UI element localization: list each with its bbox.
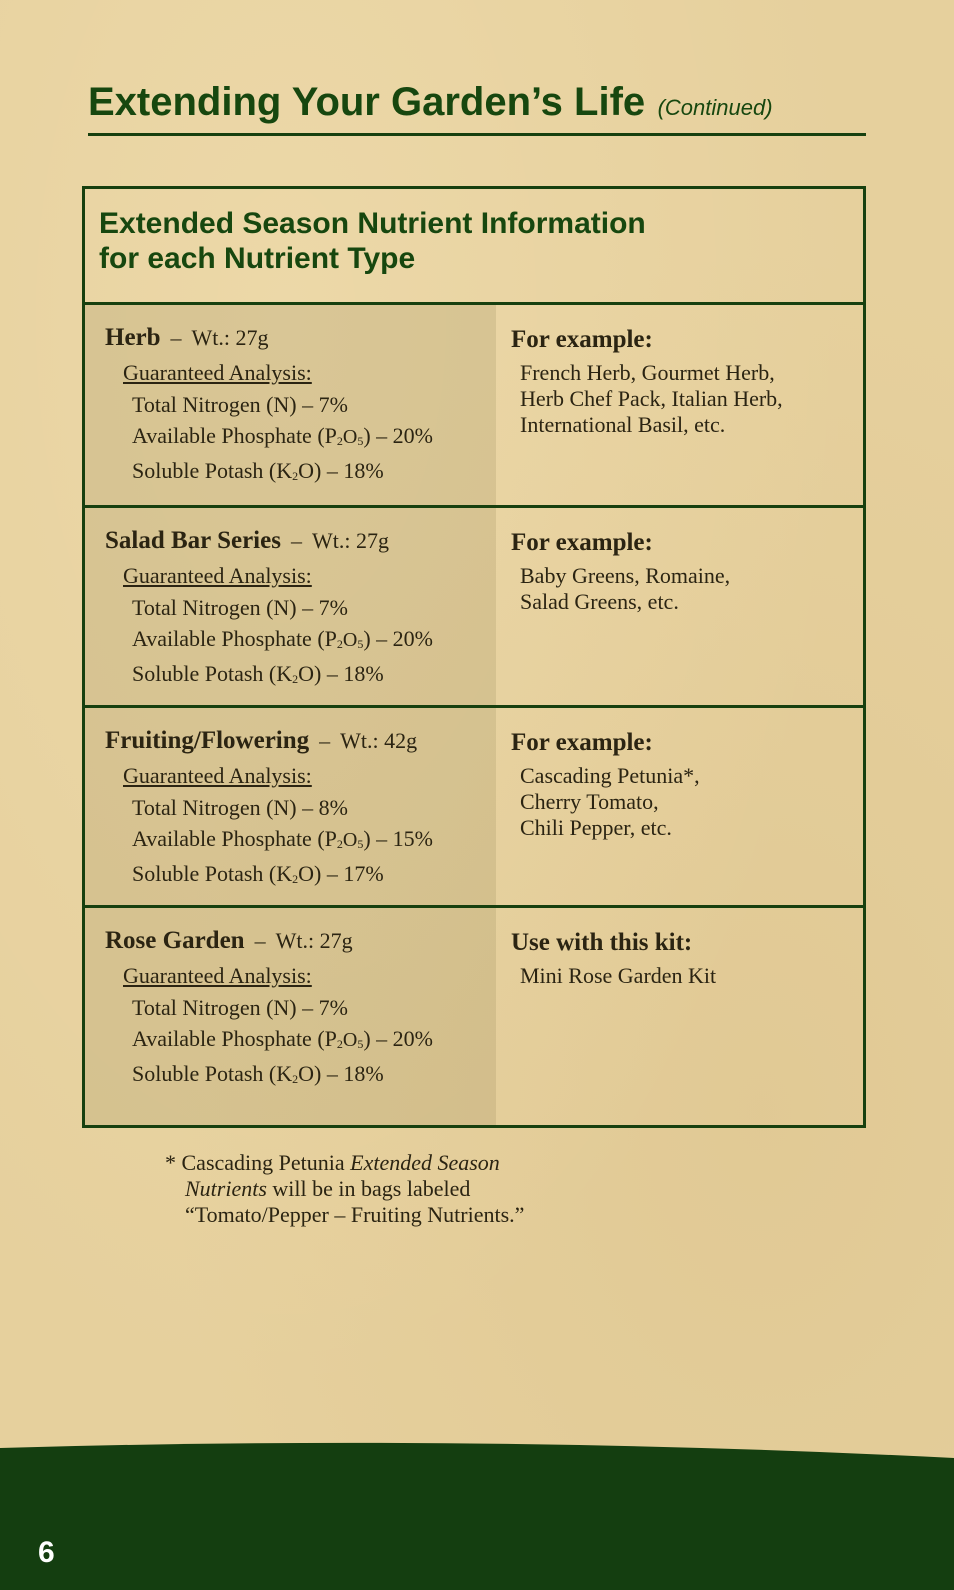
example-item: Baby Greens, Romaine, (520, 563, 731, 588)
nutrient-type-line (105, 323, 496, 353)
nutrient-info-table (82, 186, 866, 1128)
potash-suffix: O) – 17% (298, 861, 384, 886)
dash-separator: – (254, 928, 266, 953)
phosphate-prefix: Available Phosphate (P (132, 423, 337, 448)
phosphate-suffix: ) – 20% (363, 1026, 433, 1051)
phosphate-suffix: ) – 15% (363, 826, 433, 851)
page-title (88, 80, 866, 136)
subscript-2: 2 (336, 434, 343, 448)
potash-suffix: O) – 18% (298, 661, 384, 686)
nitrogen-line: Total Nitrogen (N) – 8% (132, 795, 348, 820)
phosphate-line (132, 1023, 496, 1058)
nutrient-weight: Wt.: 27g (191, 325, 269, 350)
nutrient-row-salad-bar (85, 508, 863, 708)
nutrient-table-title-line-1: Extended Season Nutrient Information (99, 207, 646, 240)
petunia-footnote (165, 1150, 524, 1228)
nutrient-analysis-cell (85, 508, 496, 705)
example-item: International Basil, etc. (520, 412, 726, 437)
example-label: Use with this kit: (511, 929, 693, 956)
nutrient-analysis-cell (85, 708, 496, 905)
example-item: French Herb, Gourmet Herb, (520, 360, 775, 385)
potash-line (132, 455, 496, 490)
nutrient-table-title (99, 206, 739, 276)
nutrient-table-header (85, 189, 863, 305)
nutrient-type-name: Herb (105, 324, 161, 351)
subscript-2: 2 (292, 872, 299, 886)
nutrient-analysis-cell (85, 305, 496, 505)
footer-band-shape (0, 1443, 954, 1590)
nutrient-weight: Wt.: 27g (311, 528, 389, 553)
guaranteed-analysis-label: Guaranteed Analysis: (123, 763, 312, 788)
nutrient-row-fruiting-flowering (85, 708, 863, 908)
phosphate-prefix: Available Phosphate (P (132, 1026, 337, 1051)
example-label: For example: (511, 729, 653, 756)
nutrient-example-cell (496, 508, 863, 705)
nutrient-type-name: Salad Bar Series (105, 527, 281, 554)
subscript-2: 2 (336, 837, 343, 851)
potash-suffix: O) – 18% (298, 458, 384, 483)
subscript-2: 2 (292, 672, 299, 686)
nutrient-weight: Wt.: 27g (275, 928, 353, 953)
example-item: Mini Rose Garden Kit (520, 963, 717, 988)
nutrient-example-cell (496, 305, 863, 505)
subscript-5: 5 (357, 637, 364, 651)
footnote-line-3: “Tomato/Pepper – Fruiting Nutrients.” (185, 1202, 525, 1227)
nutrient-type-line (105, 926, 496, 956)
footnote-line-2 (185, 1176, 524, 1202)
oxygen-symbol: O (342, 629, 358, 651)
example-item: Chili Pepper, etc. (520, 815, 672, 840)
nutrient-analysis-cell (85, 908, 496, 1125)
example-list (520, 563, 863, 615)
nitrogen-line: Total Nitrogen (N) – 7% (132, 995, 348, 1020)
guaranteed-analysis-label: Guaranteed Analysis: (123, 963, 312, 988)
oxygen-symbol: O (342, 829, 358, 851)
oxygen-symbol: O (342, 1029, 358, 1051)
example-list (520, 763, 863, 841)
footer-band (0, 1440, 954, 1590)
potash-prefix: Soluble Potash (K (132, 861, 293, 886)
subscript-2: 2 (336, 637, 343, 651)
example-item: Cherry Tomato, (520, 789, 659, 814)
phosphate-line (132, 420, 496, 455)
example-list (520, 963, 863, 989)
oxygen-symbol: O (342, 426, 358, 448)
nutrient-type-name: Rose Garden (105, 927, 245, 954)
nutrient-example-cell (496, 708, 863, 905)
potash-line (132, 858, 496, 893)
example-item: Cascading Petunia*, (520, 763, 700, 788)
example-list (520, 360, 863, 438)
example-item: Herb Chef Pack, Italian Herb, (520, 386, 783, 411)
potash-prefix: Soluble Potash (K (132, 1061, 293, 1086)
potash-prefix: Soluble Potash (K (132, 458, 293, 483)
dash-separator: – (319, 728, 331, 753)
potash-line (132, 1058, 496, 1093)
nutrient-table-title-line-2: for each Nutrient Type (99, 242, 416, 275)
footnote-italic-text: Extended Season (350, 1150, 500, 1175)
potash-prefix: Soluble Potash (K (132, 661, 293, 686)
nutrient-weight: Wt.: 42g (340, 728, 418, 753)
example-item: Salad Greens, etc. (520, 589, 679, 614)
nitrogen-line: Total Nitrogen (N) – 7% (132, 595, 348, 620)
phosphate-prefix: Available Phosphate (P (132, 626, 337, 651)
footnote-text: * Cascading Petunia (165, 1150, 351, 1175)
nutrient-type-line (105, 726, 496, 756)
subscript-5: 5 (357, 837, 364, 851)
subscript-2: 2 (292, 1072, 299, 1086)
phosphate-line (132, 623, 496, 658)
subscript-5: 5 (357, 1037, 364, 1051)
guaranteed-analysis-label: Guaranteed Analysis: (123, 563, 312, 588)
page-title-main: Extending Your Garden’s Life (88, 80, 646, 124)
nutrient-example-cell (496, 908, 863, 1125)
subscript-5: 5 (357, 434, 364, 448)
subscript-2: 2 (336, 1037, 343, 1051)
dash-separator: – (170, 325, 182, 350)
page-title-continued: (Continued) (657, 95, 773, 120)
phosphate-line (132, 823, 496, 858)
subscript-2: 2 (292, 469, 299, 483)
potash-suffix: O) – 18% (298, 1061, 384, 1086)
nutrient-row-rose-garden (85, 908, 863, 1125)
guaranteed-analysis-label: Guaranteed Analysis: (123, 360, 312, 385)
phosphate-suffix: ) – 20% (363, 423, 433, 448)
footnote-text: will be in bags labeled (266, 1176, 471, 1201)
phosphate-suffix: ) – 20% (363, 626, 433, 651)
nutrient-row-herb (85, 305, 863, 508)
footnote-line-1 (165, 1150, 524, 1176)
dash-separator: – (290, 528, 302, 553)
phosphate-prefix: Available Phosphate (P (132, 826, 337, 851)
nutrient-type-line (105, 526, 496, 556)
example-label: For example: (511, 529, 653, 556)
footnote-italic-text: Nutrients (185, 1176, 267, 1201)
potash-line (132, 658, 496, 693)
example-label: For example: (511, 326, 653, 353)
nutrient-type-name: Fruiting/Flowering (105, 727, 310, 754)
nitrogen-line: Total Nitrogen (N) – 7% (132, 392, 348, 417)
page-number: 6 (38, 1536, 55, 1569)
